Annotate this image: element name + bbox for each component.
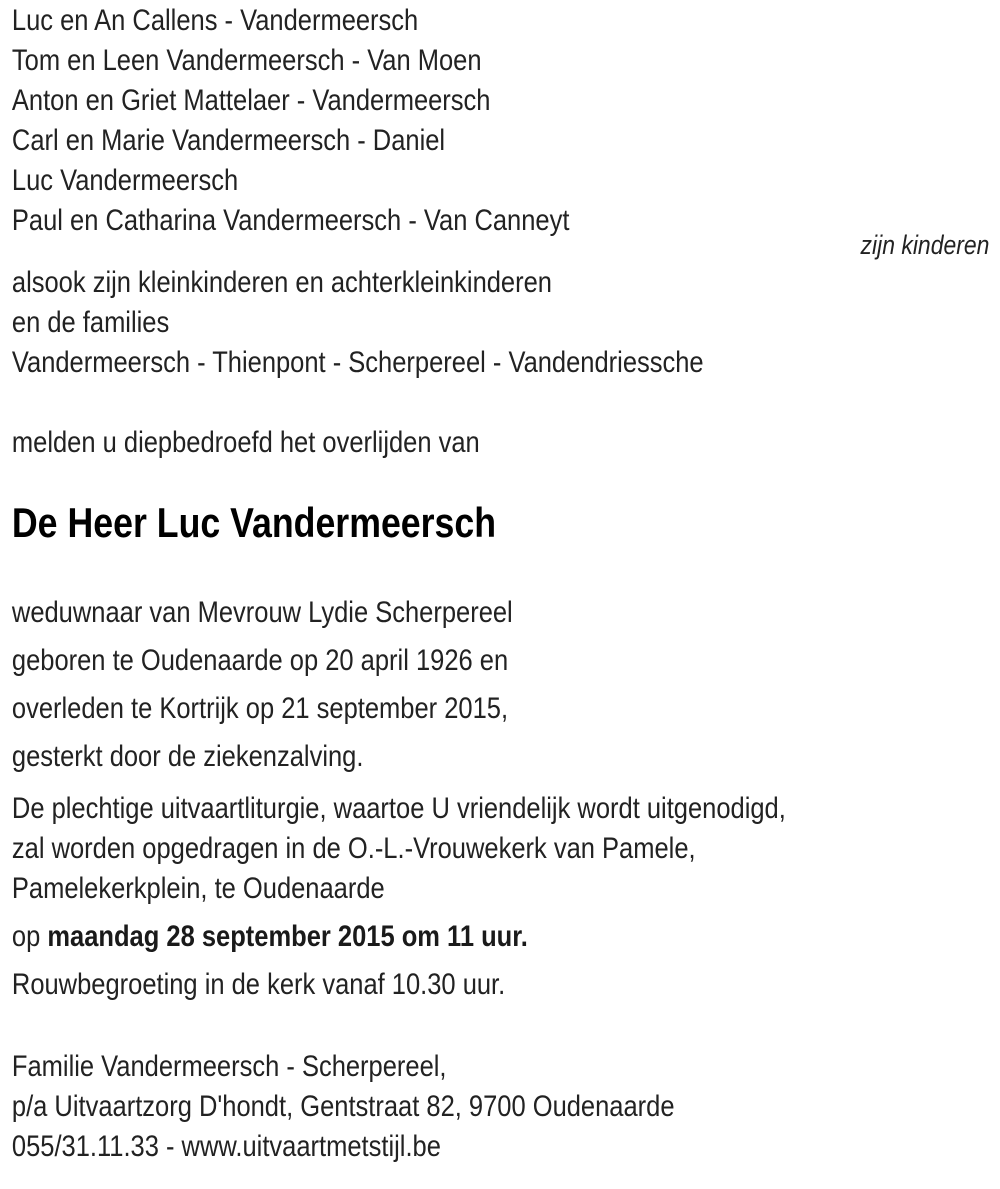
service-line: zal worden opgedragen in de O.-L.-Vrouwekerk van Pamele, <box>11 832 696 865</box>
detail-line-died: overleden te Kortrijk op 21 september 2015, <box>11 692 509 725</box>
children-caption: zijn kinderen <box>860 230 990 260</box>
family-block <box>12 263 990 383</box>
contact-family-line: Familie Vandermeersch - Scherpereel, <box>11 1050 447 1083</box>
child-name-line: Anton en Griet Mattelaer - Vandermeersch <box>11 84 491 117</box>
child-name-line: Luc en An Callens - Vandermeersch <box>11 4 419 37</box>
child-name-line: Tom en Leen Vandermeersch - Van Moen <box>11 44 482 77</box>
deceased-name-title: De Heer Luc Vandermeersch <box>11 499 497 546</box>
detail-line-sacrament: gesterkt door de ziekenzalving. <box>11 740 364 773</box>
service-line: De plechtige uitvaartliturgie, waartoe U vriendelijk wordt uitgenodigd, <box>11 792 786 825</box>
service-datetime-bold: maandag 28 september 2015 om 11 uur. <box>47 920 528 953</box>
child-name-line: Luc Vandermeersch <box>11 164 239 197</box>
family-line: alsook zijn kleinkinderen en achterkleinkinderen <box>11 266 552 299</box>
detail-line-widower: weduwnaar van Mevrouw Lydie Scherpereel <box>11 596 513 629</box>
children-names-list <box>12 1 990 241</box>
family-line: en de families <box>11 306 170 339</box>
visitation-line: Rouwbegroeting in de kerk vanaf 10.30 uur. <box>11 968 506 1001</box>
contact-block <box>12 1047 990 1167</box>
child-name-line: Carl en Marie Vandermeersch - Daniel <box>11 124 446 157</box>
service-info-block <box>12 789 990 909</box>
contact-address-line: p/a Uitvaartzorg D'hondt, Gentstraat 82, 9700 Oudenaarde <box>11 1090 675 1123</box>
service-datetime-prefix: op <box>11 920 48 953</box>
service-datetime-line <box>12 917 990 957</box>
child-name-line: Paul en Catharina Vandermeersch - Van Canneyt <box>11 204 570 237</box>
detail-line-born: geboren te Oudenaarde op 20 april 1926 en <box>11 644 509 677</box>
deceased-details-block <box>12 593 990 777</box>
announcement-line: melden u diepbedroefd het overlijden van <box>11 426 480 459</box>
service-line: Pamelekerkplein, te Oudenaarde <box>11 872 385 905</box>
family-line: Vandermeersch - Thienpont - Scherpereel - Vandendriessche <box>11 346 704 379</box>
contact-phone-website-line: 055/31.11.33 - www.uitvaartmetstijl.be <box>11 1130 441 1163</box>
